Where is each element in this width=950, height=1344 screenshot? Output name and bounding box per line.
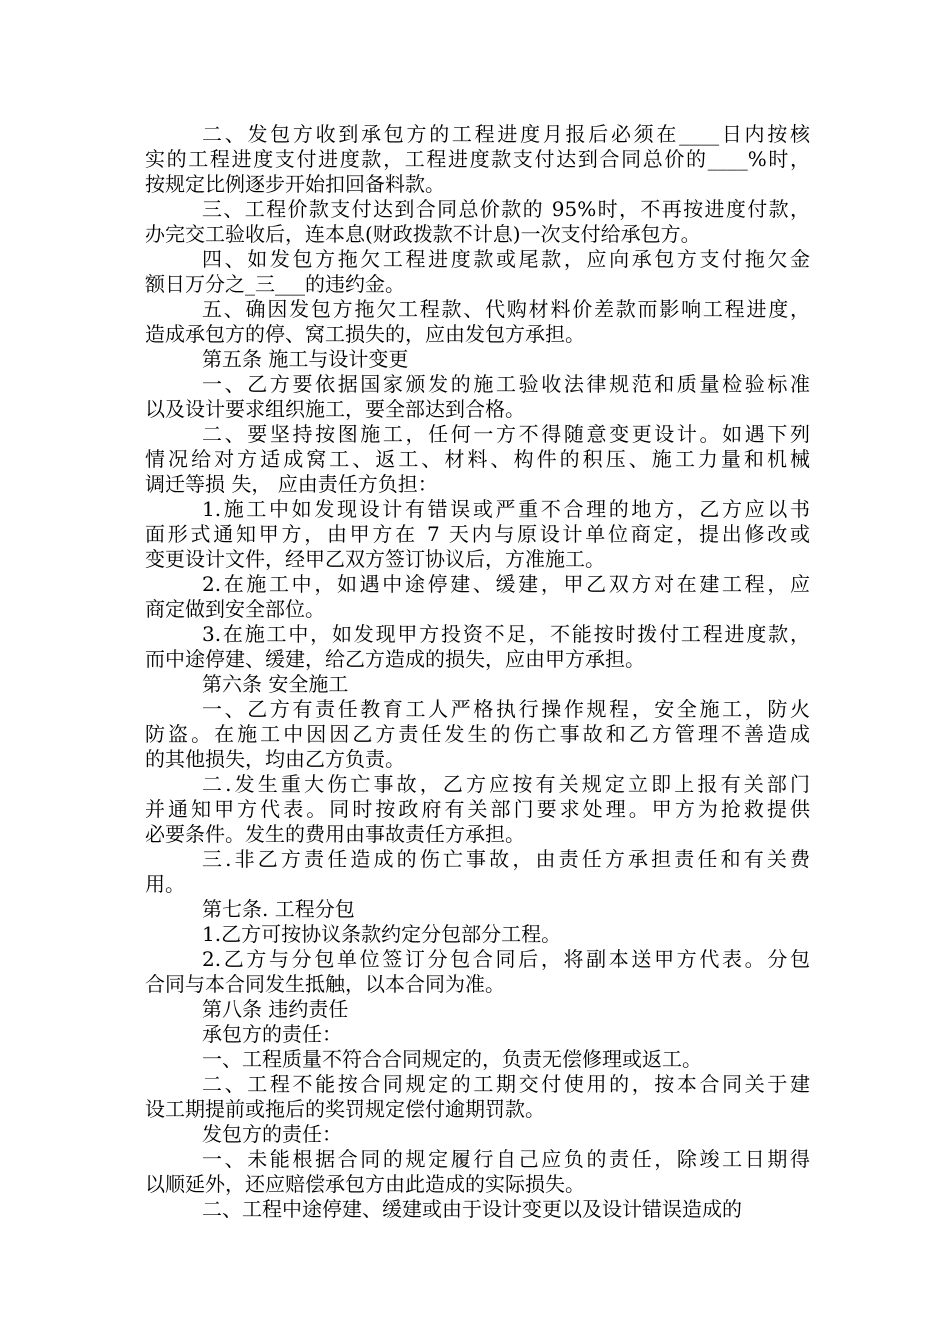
text-line: 第七条. 工程分包 — [202, 897, 355, 921]
paragraph — [145, 997, 810, 1022]
text-line: 第八条 违约责任 — [202, 997, 349, 1021]
paragraph — [145, 122, 810, 197]
text-line: 二、发包方收到承包方的工程进度月报后必须在____日内按核 — [202, 122, 810, 146]
text-line: 造成承包方的停、窝工损失的，应由发包方承担。 — [145, 322, 585, 346]
text-line: 以顺延外，还应赔偿承包方由此造成的实际损失。 — [145, 1172, 585, 1196]
paragraph — [145, 672, 810, 697]
paragraph — [145, 347, 810, 372]
text-line: 的其他损失，均由乙方负责。 — [145, 747, 405, 771]
text-line: 一、乙方要依据国家颁发的施工验收法律规范和质量检验标准 — [202, 372, 810, 396]
text-line: 第五条 施工与设计变更 — [202, 347, 409, 371]
text-line: 办完交工验收后，连本息(财政拨款不计息)一次支付给承包方。 — [145, 222, 701, 246]
text-line: 二、工程不能按合同规定的工期交付使用的，按本合同关于建 — [202, 1072, 810, 1096]
paragraph — [145, 622, 810, 672]
paragraph — [145, 1197, 810, 1222]
paragraph — [145, 297, 810, 347]
text-line: 一、未能根据合同的规定履行自己应负的责任，除竣工日期得 — [202, 1147, 810, 1171]
text-line: 以及设计要求组织施工，要全部达到合格。 — [145, 397, 525, 421]
text-line: 二.发生重大伤亡事故，乙方应按有关规定立即上报有关部门 — [202, 772, 810, 796]
paragraph — [145, 1022, 810, 1047]
paragraph — [145, 697, 810, 772]
paragraph — [145, 422, 810, 497]
text-line: 实的工程进度支付进度款，工程进度款支付达到合同总价的____%时， — [145, 147, 810, 171]
text-line: 2.在施工中，如遇中途停建、缓建，甲乙双方对在建工程，应 — [202, 572, 810, 596]
text-line: 3.在施工中，如发现甲方投资不足，不能按时拨付工程进度款， — [202, 622, 810, 646]
paragraph — [145, 772, 810, 847]
paragraph — [145, 372, 810, 422]
text-line: 防盗。在施工中因因乙方责任发生的伤亡事故和乙方管理不善造成 — [145, 722, 810, 746]
text-line: 三、工程价款支付达到合同总价款的 95%时，不再按进度付款， — [202, 197, 810, 221]
paragraph — [145, 1072, 810, 1122]
text-line: 承包方的责任： — [202, 1022, 342, 1046]
text-line: 发包方的责任： — [202, 1122, 342, 1146]
paragraph — [145, 247, 810, 297]
text-line: 二、工程中途停建、缓建或由于设计变更以及设计错误造成的 — [202, 1197, 742, 1221]
text-line: 并通知甲方代表。同时按政府有关部门要求处理。甲方为抢救提供 — [145, 797, 810, 821]
text-line: 而中途停建、缓建，给乙方造成的损失，应由甲方承担。 — [145, 647, 645, 671]
text-line: 变更设计文件，经甲乙双方签订协议后，方准施工。 — [145, 547, 605, 571]
text-line: 一、工程质量不符合合同规定的，负责无偿修理或返工。 — [202, 1047, 702, 1071]
text-line: 1.施工中如发现设计有错误或严重不合理的地方，乙方应以书 — [202, 497, 810, 521]
text-line: 三.非乙方责任造成的伤亡事故，由责任方承担责任和有关费 — [202, 847, 810, 871]
text-line: 按规定比例逐步开始扣回备料款。 — [145, 172, 445, 196]
text-line: 一、乙方有责任教育工人严格执行操作规程，安全施工，防火 — [202, 697, 810, 721]
paragraph — [145, 572, 810, 622]
paragraph — [145, 497, 810, 572]
text-line: 调迁等损 失， 应由责任方负担： — [145, 472, 438, 496]
text-line: 1.乙方可按协议条款约定分包部分工程。 — [202, 922, 562, 946]
paragraph — [145, 197, 810, 247]
paragraph — [145, 1047, 810, 1072]
paragraph — [145, 922, 810, 947]
paragraph — [145, 1147, 810, 1197]
text-line: 情况给对方适成窝工、返工、材料、构件的积压、施工力量和机械 — [145, 447, 810, 471]
text-line: 五、确因发包方拖欠工程款、代购材料价差款而影响工程进度， — [202, 297, 810, 321]
text-line: 必要条件。发生的费用由事故责任方承担。 — [145, 822, 525, 846]
text-line: 用。 — [145, 872, 185, 896]
text-line: 第六条 安全施工 — [202, 672, 349, 696]
document-page — [145, 122, 810, 1222]
text-line: 额日万分之_三___的违约金。 — [145, 272, 405, 296]
text-line: 四、如发包方拖欠工程进度款或尾款，应向承包方支付拖欠金 — [202, 247, 810, 271]
paragraph — [145, 1122, 810, 1147]
paragraph — [145, 847, 810, 897]
text-line: 二、要坚持按图施工，任何一方不得随意变更设计。如遇下列 — [202, 422, 810, 446]
text-line: 2.乙方与分包单位签订分包合同后，将副本送甲方代表。分包 — [202, 947, 810, 971]
text-line: 合同与本合同发生抵触，以本合同为准。 — [145, 972, 505, 996]
text-line: 设工期提前或拖后的奖罚规定偿付逾期罚款。 — [145, 1097, 545, 1121]
paragraph — [145, 947, 810, 997]
text-line: 面形式通知甲方，由甲方在 7 天内与原设计单位商定，提出修改或 — [145, 522, 810, 546]
paragraph — [145, 897, 810, 922]
text-line: 商定做到安全部位。 — [145, 597, 325, 621]
